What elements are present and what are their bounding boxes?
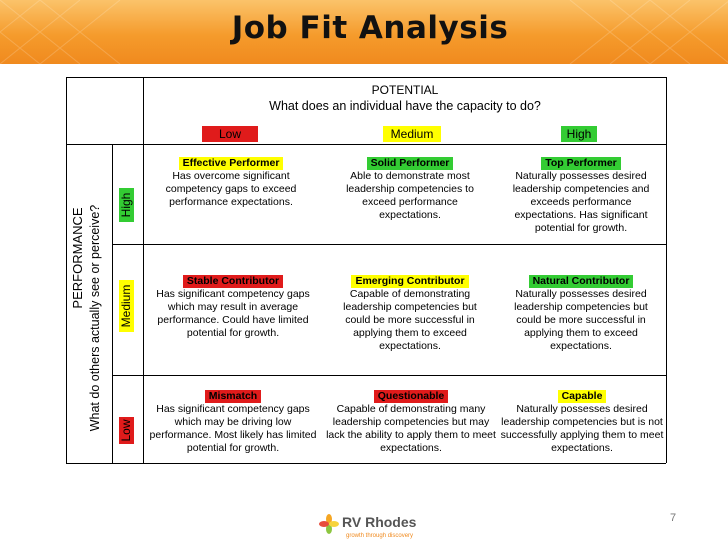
logo-tagline: growth through discovery — [346, 533, 414, 539]
cell-title: Emerging Contributor — [351, 275, 468, 288]
cell-title: Top Performer — [541, 157, 621, 170]
potential-level-low: Low — [202, 126, 258, 142]
rv-rhodes-logo — [318, 512, 428, 540]
cell-title: Solid Performer — [367, 157, 454, 170]
performance-level-high: High — [119, 188, 134, 222]
cell-title: Natural Contributor — [529, 275, 634, 288]
rv-rhodes-logo-mark — [318, 512, 428, 540]
cell-solid-performer — [330, 157, 490, 222]
cell-text: Naturally possesses desired leadership competencies but is not successfully applying them to meet expectations. — [500, 403, 664, 454]
potential-level-medium: Medium — [383, 126, 441, 142]
cell-text: Capable of demonstrating many leadership competencies but may lack the ability to apply them to meet expectations. — [326, 403, 496, 454]
performance-question: What do others actually see or perceive? — [88, 204, 102, 432]
cell-title: Stable Contributor — [183, 275, 283, 288]
cell-top-performer — [500, 157, 662, 235]
cell-text: Able to demonstrate most leadership competencies to exceed performance expectations. — [346, 170, 474, 221]
slide-title: Job Fit Analysis — [231, 10, 509, 46]
potential-question: What does an individual have the capacity to do? — [269, 99, 541, 113]
cell-questionable — [324, 390, 498, 455]
cell-text: Has overcome significant competency gaps to exceed performance expectations. — [165, 170, 297, 208]
cell-text: Naturally possesses desired leadership competencies but could be more successful in applying them to exceed expectations. — [514, 288, 648, 352]
cell-stable-contributor — [147, 275, 319, 340]
cell-title: Mismatch — [205, 390, 261, 403]
cell-capable — [500, 390, 664, 455]
cell-text: Naturally possesses desired leadership competencies and exceeds performance expectations. Has significant potential for growth. — [512, 170, 650, 234]
potential-level-high: High — [561, 126, 597, 142]
cell-text: Capable of demonstrating leadership competencies but could be more successful in applying them to exceed expectations. — [343, 288, 477, 352]
cell-title: Questionable — [374, 390, 449, 403]
performance-level-low: Low — [119, 417, 134, 444]
cell-title: Effective Performer — [179, 157, 284, 170]
cell-title: Capable — [558, 390, 607, 403]
cell-mismatch — [147, 390, 319, 455]
potential-label: POTENTIAL — [371, 83, 439, 97]
logo-name: RV Rhodes — [342, 514, 417, 530]
cell-text: Has significant competency gaps which may result in average performance. Could have limited potential for growth. — [156, 288, 310, 339]
cell-text: Has significant competency gaps which may be driving low performance. Most likely has limited potential for growth. — [149, 403, 317, 454]
cell-natural-contributor — [500, 275, 662, 353]
page-number: 7 — [670, 512, 677, 524]
cell-emerging-contributor — [328, 275, 492, 353]
cell-effective-performer — [148, 157, 314, 209]
performance-level-medium: Medium — [119, 280, 134, 332]
performance-label: PERFORMANCE — [70, 207, 85, 309]
